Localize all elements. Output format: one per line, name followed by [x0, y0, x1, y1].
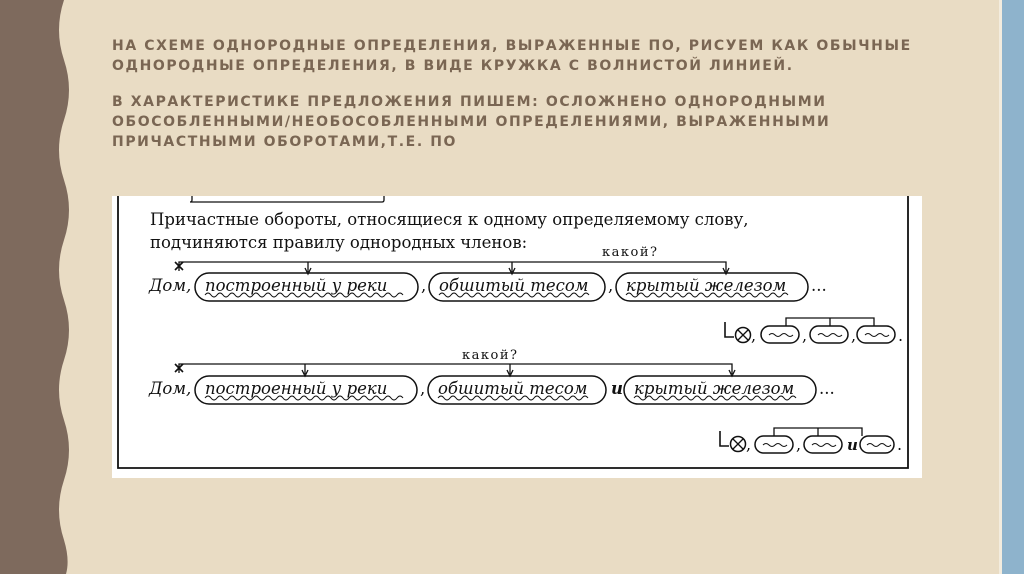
- separator: ,: [421, 276, 427, 295]
- svg-text:,: ,: [746, 435, 752, 454]
- question-label: какой?: [602, 245, 659, 260]
- svg-text:,: ,: [751, 326, 757, 345]
- phrase-1: построенный у реки: [205, 379, 388, 398]
- separator: ,: [608, 276, 614, 295]
- scheme-tail: и: [847, 436, 858, 454]
- rule-line-2: подчиняются правилу однородных членов:: [150, 233, 528, 252]
- phrase-3: крытый железом: [626, 276, 787, 295]
- head-word: Дом,: [149, 276, 192, 295]
- example-2: [148, 348, 902, 454]
- separator: ,: [420, 379, 426, 398]
- ellipsis: ...: [819, 379, 835, 398]
- slide-heading-1: НА СХЕМЕ ОДНОРОДНЫЕ ОПРЕДЕЛЕНИЯ, ВЫРАЖЕННЫЕ ПО, РИСУЕМ КАК ОБЫЧНЫЕ ОДНОРОДНЫЕ ОПРЕДЕЛЕНИЯ, В ВИДЕ КРУЖКА С ВОЛНИСТОЙ ЛИНИЕЙ.: [112, 38, 912, 74]
- conjunction: и: [611, 379, 623, 398]
- svg-text:.: .: [898, 326, 904, 345]
- right-decorative-band: [1002, 0, 1024, 574]
- phrase-2: обшитый тесом: [438, 379, 588, 398]
- ellipsis: ...: [811, 276, 827, 295]
- phrase-1: построенный у реки: [205, 276, 388, 295]
- slide-heading-2: В ХАРАКТЕРИСТИКЕ ПРЕДЛОЖЕНИЯ ПИШЕМ: ОСЛОЖНЕНО ОДНОРОДНЫМИ ОБОСОБЛЕННЫМИ/НЕОБОСОБЛЕННЫМИ ОПРЕДЕЛЕНИЯМИ, ВЫРАЖЕННЫМИ ПРИЧАСТНЫМИ ОБОРОТАМИ,Т.Е. ПО: [112, 94, 831, 150]
- rule-line-1: Причастные обороты, относящиеся к одному определяемому слову,: [150, 210, 749, 229]
- grammar-scheme-figure: [112, 196, 922, 478]
- phrase-3: крытый железом: [634, 379, 795, 398]
- left-decorative-band: [0, 0, 92, 574]
- example-1: [148, 245, 903, 345]
- scheme-2: [720, 428, 902, 454]
- question-label: какой?: [462, 348, 519, 363]
- scheme-1: [725, 318, 903, 345]
- phrase-2: обшитый тесом: [439, 276, 589, 295]
- head-word: Дом,: [149, 379, 192, 398]
- svg-text:,: ,: [802, 326, 808, 345]
- svg-text:,: ,: [796, 435, 802, 454]
- scheme-tail: ,: [851, 326, 857, 345]
- svg-text:.: .: [897, 435, 903, 454]
